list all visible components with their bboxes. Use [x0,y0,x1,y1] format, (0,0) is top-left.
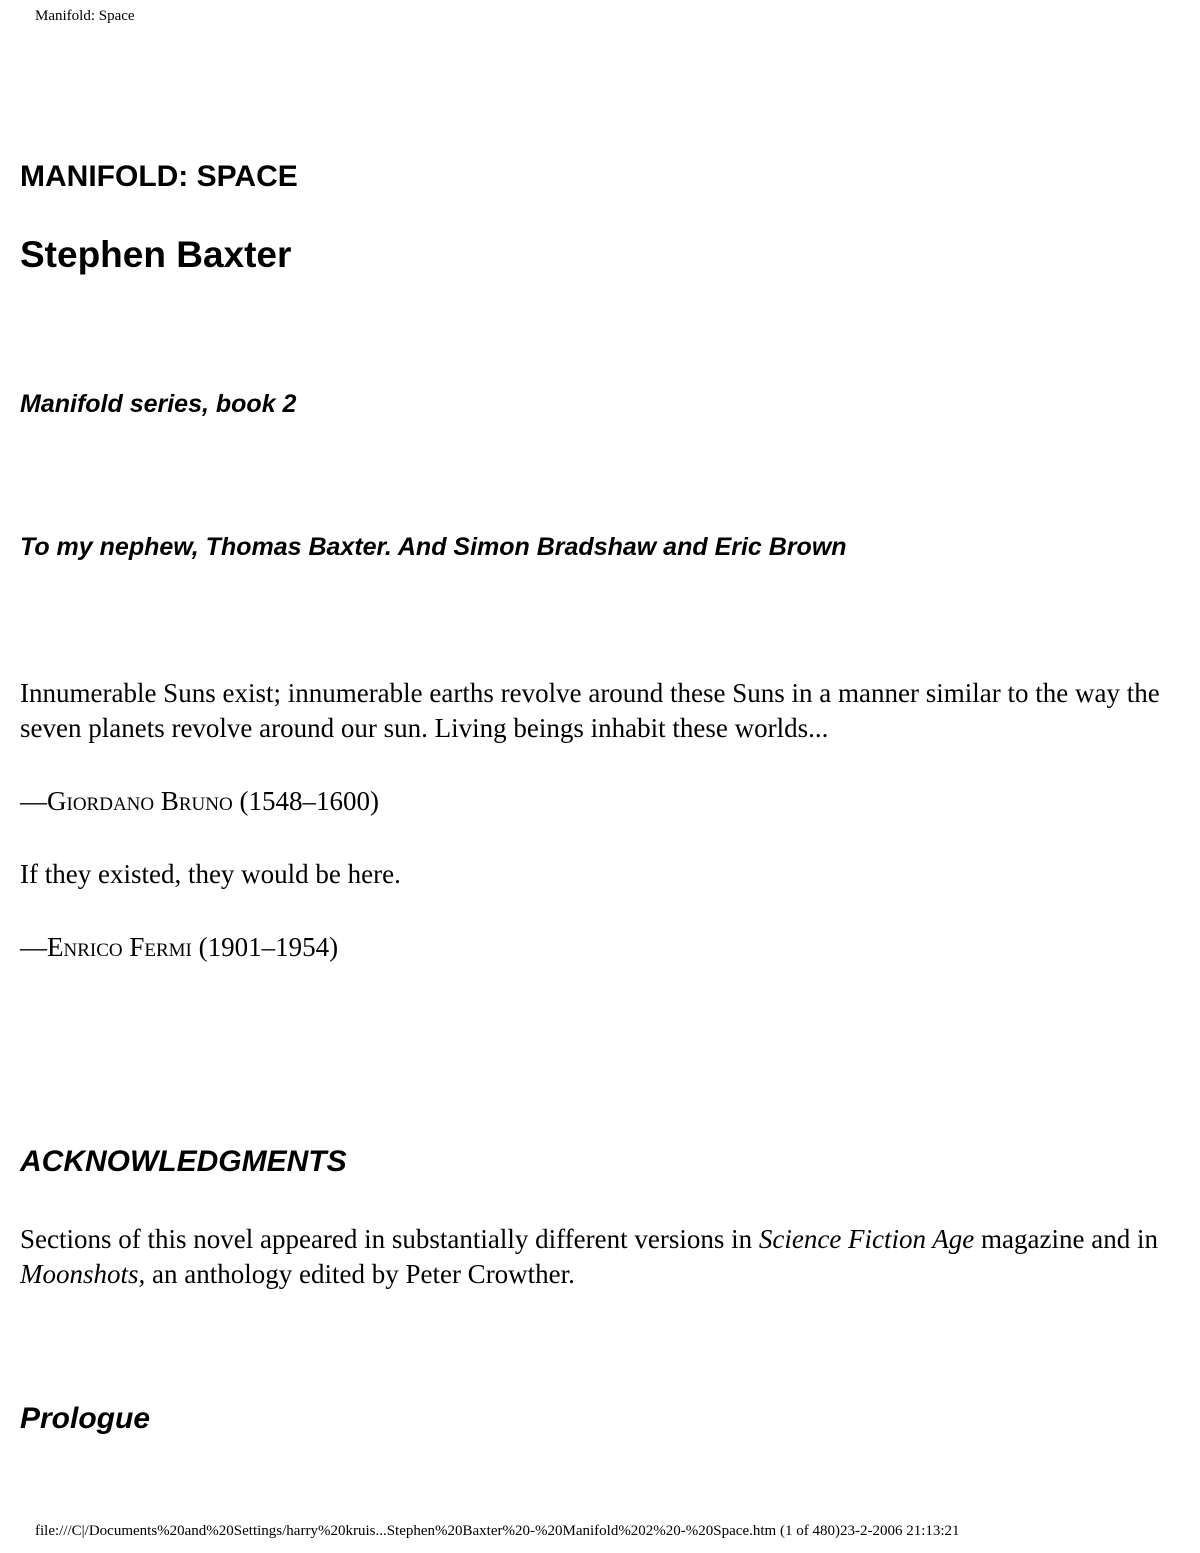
book-title: MANIFOLD: SPACE [20,160,298,193]
epigraph-quote-bruno: Innumerable Suns exist; innumerable earths revolve around these Suns in a manner similar to the way the seven planets revolve around our sun. Living beings inhabit these worlds... [20,678,1160,743]
footer-timestamp: 23-2-2006 21:13:21 [839,1523,960,1539]
attribution-dates: (1901–1954) [191,932,339,962]
epigraph-quote-fermi: If they existed, they would be here. [20,859,401,889]
ack-text-1: Sections of this novel appeared in substantially different versions in [20,1224,759,1254]
series-info: Manifold series, book 2 [20,390,297,418]
ack-text-3: an anthology edited by Peter Crowther. [145,1259,575,1289]
attribution-name: Enrico Fermi [47,932,192,962]
ack-title-anthology: Moonshots, [20,1259,146,1289]
ack-text-2: magazine and in [974,1224,1158,1254]
attribution-name: Giordano Bruno [47,786,233,816]
dedication: To my nephew, Thomas Baxter. And Simon Bradshaw and Eric Brown [20,533,847,561]
attribution-dash: — [20,786,47,816]
prologue-heading: Prologue [20,1402,151,1435]
epigraph-attribution-fermi [20,930,1180,965]
acknowledgments-heading: ACKNOWLEDGMENTS [20,1145,347,1178]
book-author: Stephen Baxter [20,234,292,275]
ack-title-magazine: Science Fiction Age [758,1224,975,1254]
footer-page-info: (1 of 480) [776,1523,840,1539]
attribution-dates: (1548–1600) [232,786,379,816]
acknowledgments-text [20,1222,1180,1292]
page-header-title: Manifold: Space [35,8,135,24]
attribution-dash: — [20,932,47,962]
epigraph-attribution-bruno [20,784,1180,819]
page-footer [35,1523,960,1540]
footer-path: file:///C|/Documents%20and%20Settings/harry%20kruis...Stephen%20Baxter%20-%20Manifold%202%20-%20Space.htm [35,1523,777,1539]
